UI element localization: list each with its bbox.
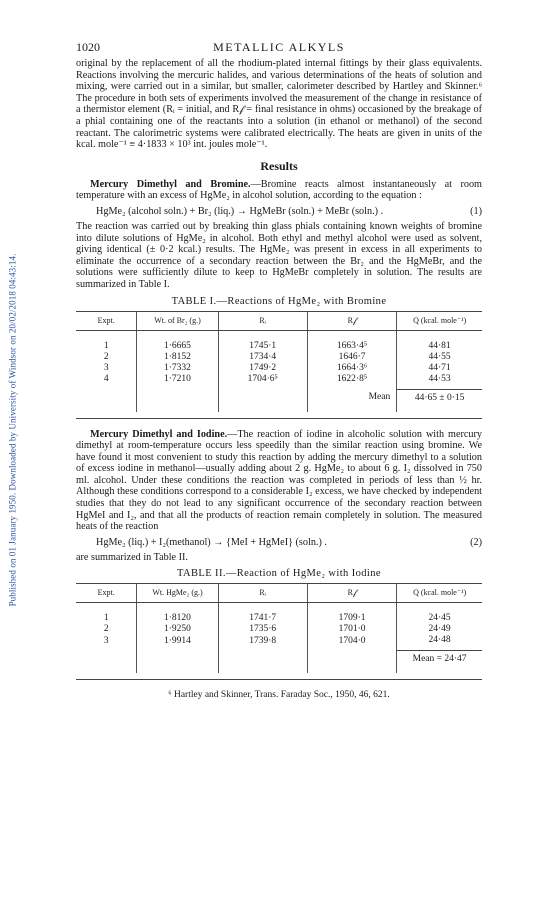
table-cell: 1704·0 bbox=[307, 635, 396, 651]
table1-header-ri: Rᵢ bbox=[218, 311, 307, 330]
table-cell: 1739·8 bbox=[218, 635, 307, 651]
bromine-text-1: —Bromine reacts almost instantaneously at room temperature with an excess of HgMe₂ in alcohol solution, according to the equation : bbox=[76, 178, 482, 202]
table2-header-rf: R𝒻 bbox=[307, 584, 396, 603]
bromine-text-2: The reaction was carried out by breaking thin glass phials containing known weights of bromine into dilute solutions of HgMe₂ in alcohol. Both ethyl and methyl alcohol were used as solvent, giving identical (± 0·2 kcal.) results. The HgMe₂ was present in excess in all experiments to eliminate the occurrence of a secondary reaction between the Br₂ and the HgMeBr, and the solutions were sufficiently dilute to keep to HgMeBr completely in solution. The results are summarized in Table I. bbox=[76, 220, 482, 290]
table-cell: 2 bbox=[103, 351, 109, 362]
table-cell: 24·45 bbox=[397, 603, 482, 625]
table-cell: 1701·0 bbox=[307, 624, 396, 635]
table2-header-weight: Wt. HgMe₂ (g.) bbox=[137, 584, 218, 603]
table-row bbox=[76, 603, 482, 625]
table2-mean-label: Mean = bbox=[412, 654, 443, 665]
equation-2-number: (2) bbox=[470, 536, 482, 548]
table2-header-q: Q (kcal. mole⁻¹) bbox=[397, 584, 482, 603]
table2-caption: TABLE II.—Reaction of HgMe₂ with Iodine bbox=[177, 568, 381, 580]
page-number: 1020 bbox=[76, 40, 100, 54]
table-cell: 1663·4⁵ bbox=[307, 330, 396, 352]
footnote: ⁶ Hartley and Skinner, Trans. Faraday Soc., 1950, 46, 621. bbox=[168, 690, 390, 701]
equation-2-text: HgMe₂ (liq.) + I₂(methanol) → {MeI + HgMeI} (soln.) . bbox=[96, 536, 327, 548]
table1 bbox=[76, 311, 482, 412]
table-cell: 4 bbox=[103, 373, 109, 384]
table1-header-q: Q (kcal. mole⁻¹) bbox=[397, 311, 482, 330]
table-cell: 1·6665 bbox=[137, 330, 218, 352]
equation-1 bbox=[76, 206, 482, 218]
table-cell: 1745·1 bbox=[218, 330, 307, 352]
table2-mean-row bbox=[76, 651, 482, 674]
table-cell: 44·81 bbox=[397, 330, 482, 352]
table-cell: 24·48 bbox=[397, 635, 482, 651]
table-cell: 1735·6 bbox=[218, 624, 307, 635]
publication-sidebar-text: Published on 01 January 1950. Downloaded by University of Windsor on 20/02/2018 04:43:14. bbox=[7, 253, 18, 607]
bromine-paragraph bbox=[76, 179, 482, 202]
table-cell: 1 bbox=[103, 340, 109, 351]
page-content bbox=[76, 40, 482, 700]
table-row bbox=[76, 363, 482, 374]
table-cell: 1709·1 bbox=[307, 603, 396, 625]
iodine-text-1: —The reaction of iodine in alcoholic solution with mercury dimethyl at room-temperature occurs less speedily than the similar reaction using bromine. We have found it most convenient to study this reaction by adding the mercury dimethyl to a solution of excess iodine in methanol—usually adding about 2 g. HgMe₂ to about 6 g. I₂ dissolved in 750 ml. alcohol. Under these conditions the reaction was completed in periods of less than ½ hr. Although these conditions correspond to a considerable I₂ excess, we have checked by independent studies that they do not lead to any significant occurrence of the secondary reaction between HgMeI and I₂, and that all the products of reaction remain completely in solution. The measured heats of the reaction bbox=[76, 428, 482, 533]
table1-header-expt: Expt. bbox=[76, 311, 137, 330]
results-heading: Results bbox=[260, 158, 298, 173]
equation-1-text: HgMe₂ (alcohol soln.) + Br₂ (liq.) → HgMeBr (soln.) + MeBr (soln.) . bbox=[96, 205, 384, 217]
table-cell: 2 bbox=[103, 624, 109, 635]
table-cell: 1·8152 bbox=[137, 352, 218, 363]
table-cell: 24·49 bbox=[397, 624, 482, 635]
table-row bbox=[76, 352, 482, 363]
iodine-heading: Mercury Dimethyl and Iodine. bbox=[90, 428, 228, 440]
table-cell: 1·9914 bbox=[137, 635, 218, 651]
table-cell: 44·53 bbox=[397, 374, 482, 390]
table-row bbox=[76, 624, 482, 635]
table-cell: 1·7332 bbox=[137, 363, 218, 374]
bromine-heading: Mercury Dimethyl and Bromine. bbox=[90, 178, 251, 190]
table2-mean bbox=[397, 651, 482, 674]
table1-mean-value: 44·65 ± 0·15 bbox=[397, 389, 482, 412]
table-cell: 44·55 bbox=[397, 352, 482, 363]
table2-header-expt: Expt. bbox=[76, 584, 137, 603]
intro-paragraph: original by the replacement of all the rhodium-plated internal fittings by their glass equivalents. Reactions involving the mercuric halides, and various determinations of the heats of solution and mixing, were carried out in a similar, but smaller, calorimeter described by Hartley and Skinner.⁶ The procedure in both sets of experiments involved the measurement of the change in resistance of a thermistor element (Rᵢ = initial, and R𝒻 = final resistance in ohms) occasioned by the breakage of a phial containing one of the reactants into a solution (in ethanol or methanol) of the second reactant. The calorimetric systems were calibrated electrically. The heats are given in units of the kcal. mole⁻¹ ≡ 4·1833 × 10³ int. joules mole⁻¹. bbox=[76, 58, 482, 151]
table-cell: 1741·7 bbox=[218, 603, 307, 625]
table-cell: 44·71 bbox=[397, 363, 482, 374]
table1-header-weight: Wt. of Br₂ (g.) bbox=[137, 311, 218, 330]
table1-header-rf: R𝒻 bbox=[307, 311, 396, 330]
table2 bbox=[76, 583, 482, 673]
running-title: METALLIC ALKYLS bbox=[213, 40, 345, 54]
running-header bbox=[76, 40, 482, 58]
table1-mean-row bbox=[76, 389, 482, 412]
table-cell: 1749·2 bbox=[218, 363, 307, 374]
iodine-text-2: are summarized in Table II. bbox=[76, 551, 188, 563]
publication-sidebar bbox=[0, 150, 24, 710]
equation-2 bbox=[76, 537, 482, 549]
table1-bottom-rule bbox=[76, 418, 482, 419]
table1-caption: TABLE I.—Reactions of HgMe₂ with Bromine bbox=[171, 295, 387, 307]
table-cell: 1734·4 bbox=[218, 352, 307, 363]
table-cell: 1 bbox=[103, 613, 109, 624]
table-cell: 1664·3⁶ bbox=[307, 363, 396, 374]
table-cell: 3 bbox=[103, 635, 109, 646]
table-row bbox=[76, 635, 482, 651]
equation-1-number: (1) bbox=[470, 205, 482, 217]
table-cell: 1646·7 bbox=[307, 352, 396, 363]
table-row bbox=[76, 374, 482, 390]
table1-mean-label: Mean bbox=[307, 389, 396, 412]
table-cell: 1·9250 bbox=[137, 624, 218, 635]
table1-header-row bbox=[76, 311, 482, 330]
table-cell: 1704·6⁵ bbox=[218, 374, 307, 390]
table-cell: 1622·8⁵ bbox=[307, 374, 396, 390]
table2-header-row bbox=[76, 584, 482, 603]
table2-bottom-rule bbox=[76, 679, 482, 680]
table-cell: 1·8120 bbox=[137, 603, 218, 625]
table2-header-ri: Rᵢ bbox=[218, 584, 307, 603]
table-cell: 3 bbox=[103, 362, 109, 373]
table-row bbox=[76, 330, 482, 352]
table-cell: 1·7210 bbox=[137, 374, 218, 390]
iodine-paragraph bbox=[76, 429, 482, 533]
table2-mean-value: 24·47 bbox=[444, 654, 467, 665]
